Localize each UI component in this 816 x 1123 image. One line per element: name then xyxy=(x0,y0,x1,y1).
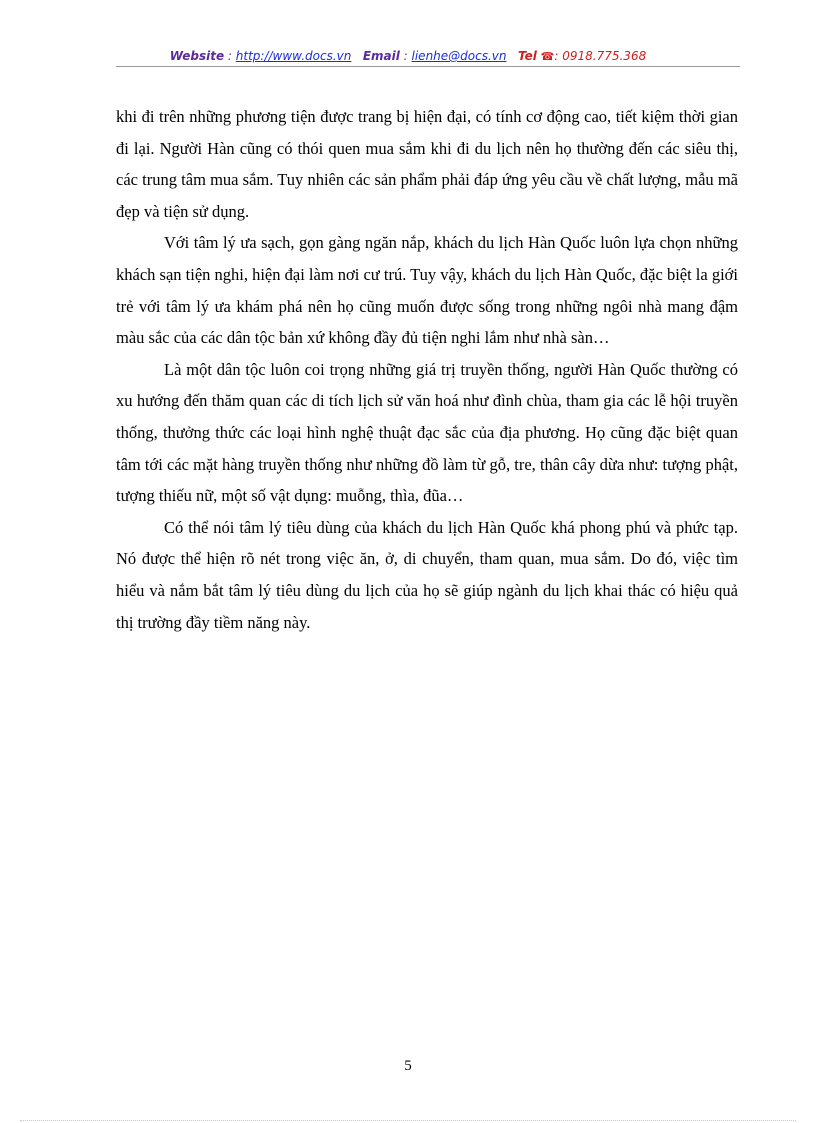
website-link[interactable]: http://www.docs.vn xyxy=(235,49,352,63)
email-label: Email xyxy=(362,49,400,63)
email-link[interactable]: lienhe@docs.vn xyxy=(411,49,507,63)
paragraph-2: Với tâm lý ưa sạch, gọn gàng ngăn nắp, khách du lịch Hàn Quốc luôn lựa chọn những khách sạn tiện nghi, hiện đại làm nơi cư trú. Tuy vậy, khách du lịch Hàn Quốc, đặc biệt la giới trẻ với tâm lý ưa khám phá nên họ cũng muốn được sống trong những ngôi nhà mang đậm màu sắc của các dân tộc bản xứ không đầy đủ tiện nghi lắm như nhà sàn… xyxy=(116,233,738,348)
phone-number: : 0918.775.368 xyxy=(554,49,647,63)
footer-divider xyxy=(20,1120,796,1121)
page-header xyxy=(0,47,816,66)
paragraph-1: khi đi trên những phương tiện được trang bị hiện đại, có tính cơ động cao, tiết kiệm thời gian đi lại. Người Hàn cũng có thói quen mua sắm khi đi du lịch nên họ thường đến các siêu thị, các trung tâm mua sắm. Tuy nhiên các sản phẩm phải đáp ứng yêu cầu về chất lượng, mẫu mã đẹp và tiện sử dụng. xyxy=(116,107,738,221)
paragraph-3: Là một dân tộc luôn coi trọng những giá trị truyền thống, người Hàn Quốc thường có xu hướng đến thăm quan các di tích lịch sử văn hoá như đình chùa, tham gia các lễ hội truyền thống, thưởng thức các loại hình nghệ thuật đạc sắc của địa phương. Họ cũng đặc biệt quan tâm tới các mặt hàng truyền thống như những đồ làm từ gỗ, tre, thân cây dừa như: tượng phật, tượng thiếu nữ, một số vật dụng: muỗng, thìa, đũa… xyxy=(116,359,738,506)
document-body xyxy=(116,101,738,638)
website-separator: : xyxy=(224,49,236,63)
paragraph-4: Có thể nói tâm lý tiêu dùng của khách du lịch Hàn Quốc khá phong phú và phức tạp. Nó được thể hiện rõ nét trong việc ăn, ở, di chuyển, tham quan, mua sắm. Do đó, việc tìm hiểu và nắm bắt tâm lý tiêu dùng du lịch của họ sẽ giúp ngành du lịch khai thác có hiệu quả thị trường đầy tiềm năng này. xyxy=(116,517,738,632)
email-separator: : xyxy=(399,49,412,63)
page-number: 5 xyxy=(404,1058,412,1074)
header-divider xyxy=(116,66,740,67)
phone-icon: ☎ xyxy=(540,50,555,63)
website-label: Website xyxy=(169,49,225,63)
tel-label: Tel xyxy=(517,49,537,63)
